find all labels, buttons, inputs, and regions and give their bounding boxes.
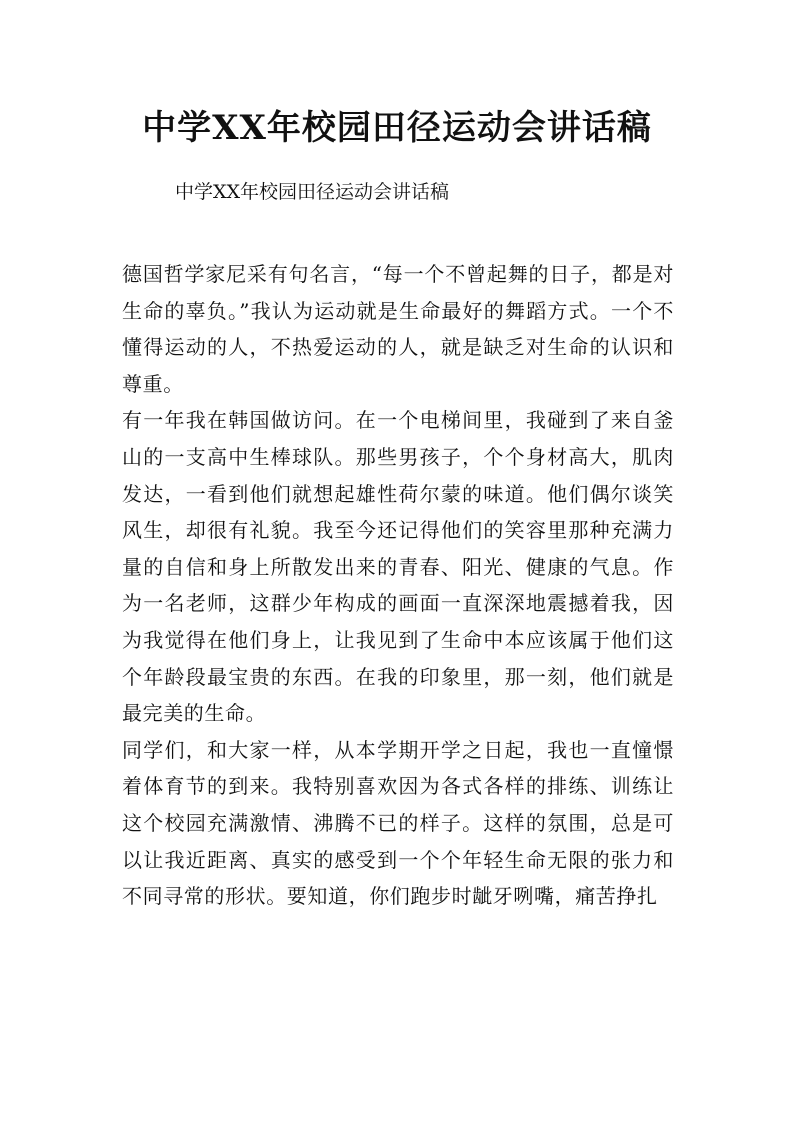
document-subtitle: 中学XX年校园田径运动会讲话稿 bbox=[175, 181, 450, 203]
document-body bbox=[122, 256, 674, 915]
paragraph: 同学们，和大家一样，从本学期开学之日起，我也一直憧憬着体育节的到来。我特别喜欢因为各式各样的排练、训练让这个校园充满激情、沸腾不已的样子。这样的氛围，总是可以让我近距离、真实的感受到一个个年轻生命无限的张力和不同寻常的形状。要知道，你们跑步时龇牙咧嘴，痛苦挣扎 bbox=[122, 737, 674, 909]
document-title: 中学XX年校园田径运动会讲话稿 bbox=[142, 108, 652, 148]
paragraph: 有一年我在韩国做访问。在一个电梯间里，我碰到了来自釜山的一支高中生棒球队。那些男孩子，个个身材高大，肌肉发达，一看到他们就想起雄性荷尔蒙的味道。他们偶尔谈笑风生，却很有礼貌。我至今还记得他们的笑容里那种充满力量的自信和身上所散发出来的青春、阳光、健康的气息。作为一名老师，这群少年构成的画面一直深深地震撼着我，因为我觉得在他们身上，让我见到了生命中本应该属于他们这个年龄段最宝贵的东西。在我的印象里，那一刻，他们就是最完美的生命。 bbox=[122, 408, 674, 726]
paragraph: 德国哲学家尼采有句名言，“每一个不曾起舞的日子，都是对生命的辜负。”我认为运动就是生命最好的舞蹈方式。一个不懂得运动的人，不热爱运动的人，就是缺乏对生命的认识和尊重。 bbox=[122, 262, 674, 396]
